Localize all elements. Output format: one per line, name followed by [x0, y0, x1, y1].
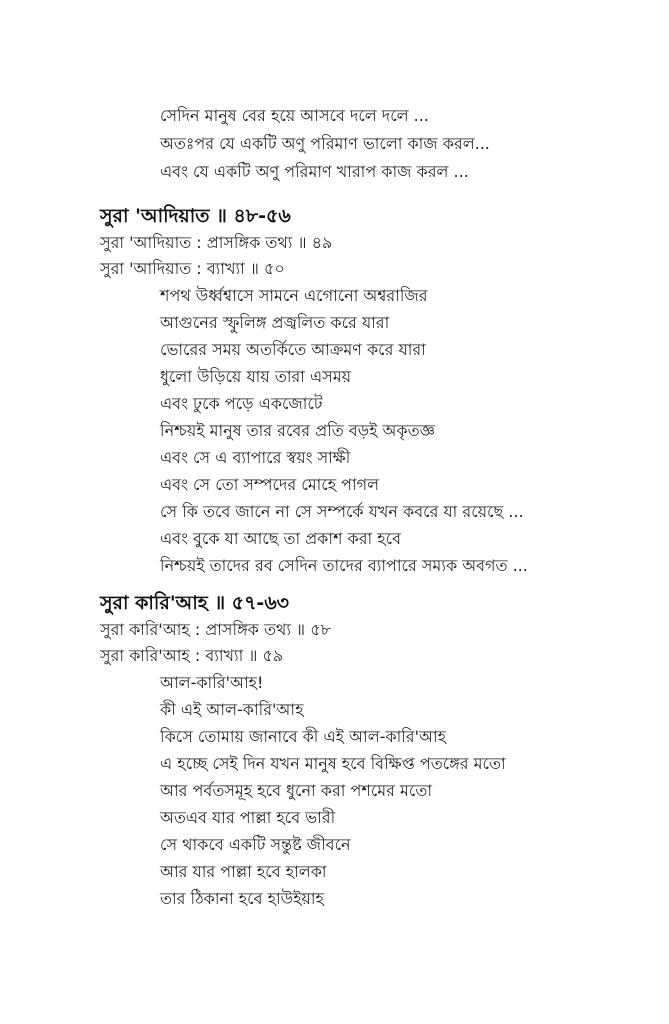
toc-entry: নিশ্চয়ই তাদের রব সেদিন তাদের ব্যাপারে সম্যক অবগত ...: [160, 556, 528, 575]
toc-entry: তার ঠিকানা হবে হাউইয়াহ: [160, 889, 324, 908]
toc-entry: শপথ উর্ধ্বশ্বাসে সামনে এগোনো অশ্বরাজির: [160, 286, 428, 305]
toc-entry: কিসে তোমায় জানাবে কী এই আল-কারি'আহ: [160, 727, 447, 746]
toc-subentry: সুরা 'আদিয়াত : প্রাসঙ্গিক তথ্য ॥ ৪৯: [100, 233, 333, 252]
toc-entry: অতএব যার পাল্লা হবে ভারী: [160, 808, 336, 827]
toc-entry: সে কি তবে জানে না সে সম্পর্কে যখন কবরে যা রয়েছে ...: [160, 502, 524, 521]
toc-entry: ধুলো উড়িয়ে যায় তারা এসময়: [160, 367, 352, 386]
toc-entry: আর যার পাল্লা হবে হালকা: [160, 862, 327, 881]
toc-entry: অতঃপর যে একটি অণু পরিমাণ ভালো কাজ করল...: [160, 134, 490, 153]
section-heading: সুরা কারি'আহ ॥ ৫৭-৬৩: [100, 592, 290, 614]
section-heading: সুরা 'আদিয়াত ॥ ৪৮-৫৬: [100, 205, 291, 227]
toc-entry: এবং সে এ ব্যাপারে স্বয়ং সাক্ষী: [160, 448, 351, 467]
toc-subentry: সুরা কারি'আহ : ব্যাখ্যা ॥ ৫৯: [100, 646, 284, 665]
toc-subentry: সুরা 'আদিয়াত : ব্যাখ্যা ॥ ৫০: [100, 259, 285, 278]
toc-entry: ভোরের সময় অতর্কিতে আক্রমণ করে যারা: [160, 340, 426, 359]
toc-entry: এবং বুকে যা আছে তা প্রকাশ করা হবে: [160, 529, 402, 548]
toc-subentry: সুরা কারি'আহ : প্রাসঙ্গিক তথ্য ॥ ৫৮: [100, 620, 331, 639]
toc-entry: এবং যে একটি অণু পরিমাণ খারাপ কাজ করল ...: [160, 162, 469, 181]
toc-entry: নিশ্চয়ই মানুষ তার রবের প্রতি বড়ই অকৃতজ্ঞ: [160, 421, 435, 440]
toc-entry: এবং সে তো সম্পদের মোহে পাগল: [160, 475, 380, 494]
toc-entry: সেদিন মানুষ বের হয়ে আসবে দলে দলে ...: [160, 106, 429, 125]
toc-entry: আগুনের স্ফুলিঙ্গ প্রজ্বলিত করে যারা: [160, 313, 390, 332]
toc-entry: কী এই আল-কারি'আহ: [160, 700, 304, 719]
toc-entry: এবং ঢুকে পড়ে একজোটে: [160, 394, 323, 413]
toc-entry: আর পর্বতসমূহ হবে ধুনো করা পশমের মতো: [160, 781, 432, 800]
toc-entry: আল-কারি'আহ!: [160, 673, 264, 692]
toc-entry: সে থাকবে একটি সন্তুষ্ট জীবনে: [160, 835, 351, 854]
toc-entry: এ হচ্ছে সেই দিন যখন মানুষ হবে বিক্ষিপ্ত পতঙ্গের মতো: [160, 754, 506, 773]
